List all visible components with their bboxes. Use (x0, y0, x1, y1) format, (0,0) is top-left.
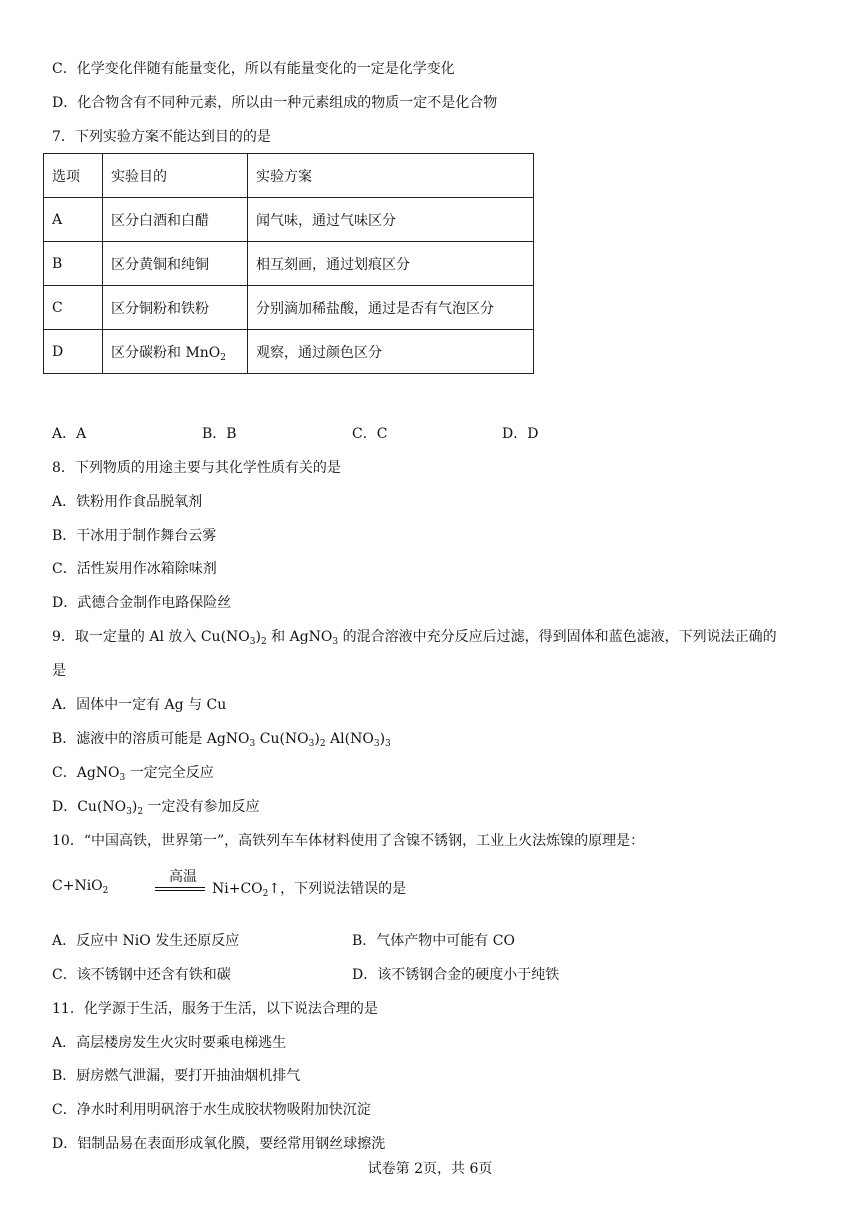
subscript: 2 (262, 889, 269, 899)
table-cell: 区分铜粉和铁粉 (103, 286, 248, 330)
text: ) (379, 731, 386, 747)
q9-stem-continued: 是 (52, 663, 66, 679)
q8-option-d: D．武德合金制作电路保险丝 (52, 595, 232, 611)
q11-option-a: A．高层楼房发生火灾时要乘电梯逃生 (52, 1035, 287, 1051)
subscript: 3 (249, 739, 256, 749)
q9-option-b (52, 729, 391, 749)
q9-option-c (52, 763, 214, 783)
text: ) (255, 629, 261, 645)
q11-option-d: D．铝制品易在表面形成氧化膜，要经常用钢丝球擦洗 (52, 1136, 386, 1152)
subscript: 3 (126, 807, 132, 817)
q9-option-a: A．固体中一定有 Ag 与 Cu (52, 697, 227, 713)
table-cell: 观察，通过颜色区分 (248, 330, 534, 374)
q11-option-b: B．厨房燃气泄漏，要打开抽油烟机排气 (52, 1068, 301, 1084)
text: D．Cu(NO (52, 799, 127, 815)
q10-option-b: B．气体产物中可能有 CO (352, 933, 515, 949)
table-header-cell: 实验目的 (103, 154, 248, 198)
table-cell: 相互刻画，通过划痕区分 (248, 242, 534, 286)
subscript: 3 (373, 739, 380, 749)
text: Al(NO (325, 731, 374, 747)
table-cell: 区分黄铜和纯铜 (103, 242, 248, 286)
subscript: 3 (119, 773, 126, 783)
text: C+NiO (52, 878, 103, 894)
q6-option-d: D．化合物含有不同种元素，所以由一种元素组成的物质一定不是化合物 (52, 95, 498, 111)
q7-answer-c: C．C (352, 426, 388, 442)
text: ) (314, 731, 320, 747)
text: 和 AgNO (266, 629, 333, 645)
q7-experiment-table (43, 153, 534, 374)
q7-answer-a: A．A (52, 426, 87, 442)
subscript: 2 (220, 352, 227, 363)
page-footer: 试卷第 2页，共 6页 (367, 1161, 493, 1177)
table-cell: C (44, 286, 103, 330)
q9-stem (52, 627, 777, 647)
equation-bar (155, 887, 205, 888)
text: Cu(NO (255, 731, 309, 747)
subscript: 2 (137, 807, 144, 817)
subscript: 2 (102, 886, 109, 896)
table-cell: 分别滴加稀盐酸，通过是否有气泡区分 (248, 286, 534, 330)
text: 9．取一定量的 Al 放入 Cu(NO (52, 629, 250, 645)
text: C．AgNO (52, 765, 120, 781)
q11-option-c: C．净水时利用明矾溶于水生成胶状物吸附加快沉淀 (52, 1102, 371, 1118)
table-cell: 区分白酒和白醋 (103, 198, 248, 242)
text: ) (131, 799, 138, 815)
table-row (44, 286, 534, 330)
table-cell: B (44, 242, 103, 286)
q7-answer-d: D．D (502, 426, 539, 442)
table-cell: A (44, 198, 103, 242)
reaction-condition: 高温 (169, 869, 197, 885)
subscript: 3 (308, 739, 315, 749)
text: 一定没有参加反应 (143, 799, 260, 815)
text: 的混合溶液中充分反应后过滤，得到固体和蓝色滤液，下列说法正确的 (338, 629, 777, 645)
mno2-text: 区分碳粉和 MnO (111, 344, 221, 361)
q10-option-a: A．反应中 NiO 发生还原反应 (52, 933, 240, 949)
q8-stem: 8．下列物质的用途主要与其化学性质有关的是 (52, 460, 341, 476)
table-header-cell: 实验方案 (248, 154, 534, 198)
text: 一定完全反应 (125, 765, 214, 781)
text: ↑，下列说法错误的是 (268, 881, 407, 897)
table-header-cell: 选项 (44, 154, 103, 198)
subscript: 2 (260, 637, 267, 647)
q9-option-d (52, 797, 260, 817)
table-row (44, 330, 534, 374)
q8-option-a: A．铁粉用作食品脱氧剂 (52, 494, 203, 510)
table-cell (103, 330, 248, 374)
q7-answer-b: B．B (202, 426, 237, 442)
text: B．滤液中的溶质可能是 AgNO (52, 731, 250, 747)
subscript: 3 (249, 637, 256, 647)
q8-option-b: B．干冰用于制作舞台云雾 (52, 528, 217, 544)
q7-stem: 7．下列实验方案不能达到目的的是 (52, 129, 271, 145)
text: Ni+CO (212, 881, 263, 897)
table-cell: D (44, 330, 103, 374)
equation-bar (155, 890, 205, 891)
q10-stem: 10．“中国高铁，世界第一”，高铁列车车体材料使用了含镍不锈钢，工业上火法炼镍的原理是： (52, 833, 645, 849)
table-row (44, 198, 534, 242)
equation-reactants (52, 878, 108, 894)
table-header-row (44, 154, 534, 198)
subscript: 3 (385, 739, 391, 749)
q6-option-c: C．化学变化伴随有能量变化，所以有能量变化的一定是化学变化 (52, 61, 455, 77)
subscript: 2 (319, 739, 326, 749)
chemical-equation (52, 866, 407, 906)
q10-option-d: D．该不锈钢合金的硬度小于纯铁 (352, 967, 560, 983)
table-row (44, 242, 534, 286)
q10-option-c: C．该不锈钢中还含有铁和碳 (52, 967, 231, 983)
table-cell: 闻气味，通过气味区分 (248, 198, 534, 242)
equation-products (212, 878, 406, 898)
subscript: 3 (332, 637, 339, 647)
q8-option-c: C．活性炭用作冰箱除味剂 (52, 561, 217, 577)
q11-stem: 11．化学源于生活，服务于生活，以下说法合理的是 (52, 1001, 378, 1017)
